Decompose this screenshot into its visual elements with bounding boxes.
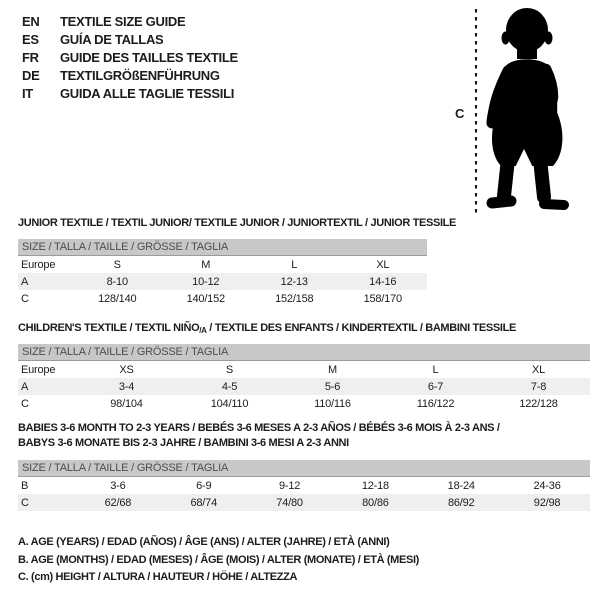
junior-size-table [18, 239, 427, 307]
babies-section-title [18, 421, 500, 450]
age-cell: 5-6 [281, 378, 384, 395]
age-cell: 8-10 [73, 273, 162, 290]
age-cell: 24-36 [533, 479, 561, 492]
guide-title: TEXTILGRÖßENFÜHRUNG [60, 68, 220, 83]
height-cell: 116/122 [416, 397, 455, 410]
row-label: B [21, 479, 29, 492]
table-row [18, 378, 590, 395]
size-cell: L [291, 258, 298, 271]
row-label: C [18, 494, 75, 511]
row-label: C [21, 292, 29, 305]
table-row [18, 494, 590, 511]
size-cell: M [201, 258, 211, 271]
language-row-en [22, 13, 238, 31]
babies-size-table [18, 460, 590, 511]
children-title-sub: /A [199, 326, 207, 335]
age-cell: 7-8 [487, 378, 590, 395]
language-row-fr [22, 49, 238, 67]
junior-section-title: JUNIOR TEXTILE / TEXTIL JUNIOR/ TEXTILE JUNIOR / JUNIORTEXTIL / JUNIOR TESSILE [18, 217, 457, 229]
height-cell: 158/170 [363, 292, 402, 305]
height-cell: 80/86 [332, 494, 418, 511]
footnotes [18, 534, 419, 587]
size-cell: XL [531, 363, 546, 376]
children-title-pre: CHILDREN'S TEXTILE / TEXTIL NIÑO [18, 322, 200, 334]
height-cell: 62/68 [75, 494, 161, 511]
table-row [18, 395, 590, 412]
height-cell: 68/74 [161, 494, 247, 511]
age-cell: 3-6 [110, 479, 126, 492]
age-cell: 10-12 [162, 273, 251, 290]
babies-title-line1: BABIES 3-6 MONTH TO 2-3 YEARS / BEBÉS 3-6 MESES A 2-3 AÑOS / BÉBÉS 3-6 MOIS À 2-3 ANS / [18, 422, 500, 434]
language-code: EN [22, 14, 40, 29]
age-cell: 12-18 [361, 479, 389, 492]
age-cell: 9-12 [278, 479, 301, 492]
language-row-de [22, 67, 238, 85]
children-section-title [18, 321, 516, 339]
height-cell: 86/92 [418, 494, 504, 511]
size-cell: XL [376, 258, 390, 271]
table-row [18, 256, 427, 274]
language-code: DE [22, 68, 40, 83]
size-cell: M [328, 363, 337, 376]
size-cell: S [225, 363, 234, 376]
language-code: ES [22, 32, 39, 47]
language-row-it [22, 85, 238, 103]
height-cell: 104/110 [210, 397, 249, 410]
height-measure-label: C [455, 106, 465, 121]
guide-title: GUIDA ALLE TAGLIE TESSILI [60, 86, 235, 101]
language-code: FR [22, 50, 39, 65]
footnote-a: A. AGE (YEARS) / EDAD (AÑOS) / ÂGE (ANS) / ALTER (JAHRE) / ETÀ (ANNI) [18, 536, 390, 548]
baby-silhouette-icon [445, 3, 597, 220]
guide-title: TEXTILE SIZE GUIDE [60, 14, 186, 29]
table-row [18, 477, 590, 495]
row-label: A [18, 378, 75, 395]
height-cell: 98/104 [110, 397, 143, 410]
height-cell: 152/158 [275, 292, 314, 305]
guide-title: GUÍA DE TALLAS [60, 32, 164, 47]
size-cell: XS [119, 363, 134, 376]
language-code: IT [22, 86, 33, 101]
language-title-list [22, 13, 238, 103]
height-cell: 92/98 [504, 494, 590, 511]
baby-height-figure [445, 3, 597, 220]
footnote-b: B. AGE (MONTHS) / EDAD (MESES) / ÂGE (MOIS) / ALTER (MONATE) / ETÀ (MESI) [18, 553, 419, 566]
row-label: Europe [21, 258, 56, 271]
height-cell: 128/140 [98, 292, 137, 305]
height-cell: 122/128 [519, 397, 558, 410]
table-row [18, 361, 590, 379]
height-cell: 110/116 [314, 397, 351, 410]
size-header-bar: SIZE / TALLA / TAILLE / GRÖSSE / TAGLIA [18, 460, 590, 477]
row-label: Europe [21, 363, 56, 376]
age-cell: 6-7 [384, 378, 487, 395]
size-cell: L [432, 363, 439, 376]
age-cell: 18-24 [447, 479, 475, 492]
age-cell: 4-5 [178, 378, 281, 395]
height-cell: 74/80 [247, 494, 333, 511]
baby-silhouette-shape [492, 8, 564, 205]
size-cell: S [113, 258, 121, 271]
age-cell: 6-9 [196, 479, 212, 492]
guide-title: GUIDE DES TAILLES TEXTILE [60, 50, 238, 65]
age-cell: 14-16 [339, 273, 428, 290]
table-row [18, 273, 427, 290]
children-size-table [18, 344, 590, 412]
babies-title-line2: BABYS 3-6 MONATE BIS 2-3 JAHRE / BAMBINI 3-6 MESI A 2-3 ANNI [18, 436, 349, 449]
row-label: C [21, 397, 29, 410]
age-cell: 12-13 [250, 273, 339, 290]
size-header-bar: SIZE / TALLA / TAILLE / GRÖSSE / TAGLIA [18, 239, 427, 256]
height-cell: 140/152 [186, 292, 225, 305]
footnote-c: C. (cm) HEIGHT / ALTURA / HAUTEUR / HÖHE / ALTEZZA [18, 571, 298, 583]
size-header-bar: SIZE / TALLA / TAILLE / GRÖSSE / TAGLIA [18, 344, 590, 361]
language-row-es [22, 31, 238, 49]
row-label: A [18, 273, 73, 290]
age-cell: 3-4 [75, 378, 178, 395]
table-row [18, 290, 427, 307]
children-title-post: / TEXTILE DES ENFANTS / KINDERTEXTIL / BAMBINI TESSILE [206, 322, 516, 334]
